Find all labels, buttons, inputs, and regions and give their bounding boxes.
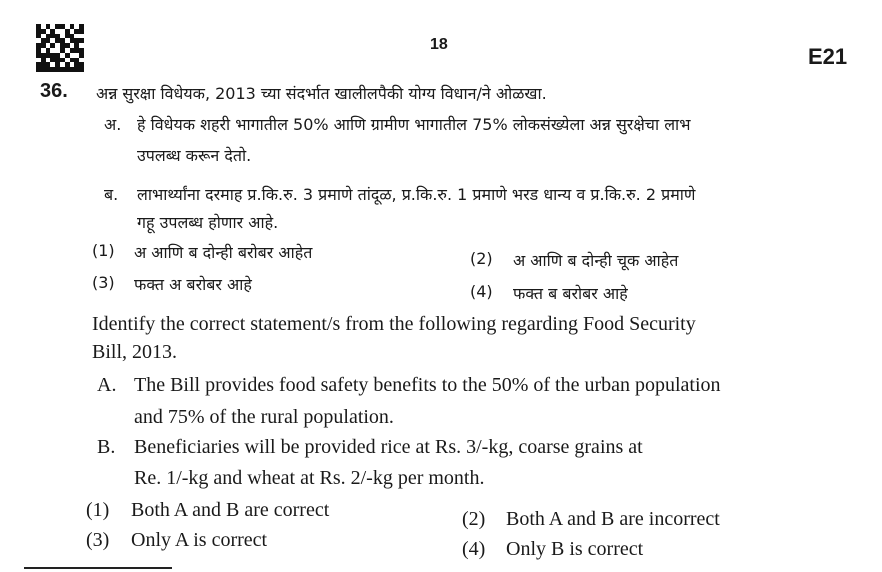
marathi-option-3-text: फक्त अ बरोबर आहे	[134, 275, 252, 294]
marathi-statement-b-label: ब.	[104, 185, 119, 204]
marathi-statement-a-line1: हे विधेयक शहरी भागातील 50% आणि ग्रामीण भागातील 75% लोकसंख्येला अन्न सुरक्षेचा लाभ	[137, 115, 691, 134]
english-statement-b-line2: Re. 1/-kg and wheat at Rs. 2/-kg per month.	[134, 467, 485, 489]
barcode-icon	[36, 24, 84, 72]
marathi-option-3-num: (3)	[92, 273, 115, 292]
marathi-option-4-text: फक्त ब बरोबर आहे	[513, 284, 628, 303]
english-statement-a-label: A.	[97, 374, 117, 396]
marathi-option-2-text: अ आणि ब दोन्ही चूक आहेत	[513, 251, 679, 270]
marathi-statement-b-line1: लाभार्थ्यांना दरमाह प्र.कि.रु. 3 प्रमाणे तांदूळ, प्र.कि.रु. 1 प्रमाणे भरड धान्य व प्र.कि.रु. 2 प्रमाणे	[137, 185, 696, 204]
english-statement-b-line1: Beneficiaries will be provided rice at Rs. 3/-kg, coarse grains at	[134, 436, 643, 458]
english-question-stem-line2: Bill, 2013.	[92, 341, 178, 363]
english-option-2-num: (2)	[462, 508, 486, 530]
english-statement-b-label: B.	[97, 436, 116, 458]
marathi-option-1-num: (1)	[92, 241, 115, 260]
footer-divider	[24, 567, 172, 569]
marathi-option-2-num: (2)	[470, 249, 493, 268]
english-statement-a-line2: and 75% of the rural population.	[134, 406, 394, 428]
english-question-stem-line1: Identify the correct statement/s from the following regarding Food Security	[92, 313, 696, 335]
marathi-option-1-text: अ आणि ब दोन्ही बरोबर आहेत	[134, 243, 313, 262]
english-option-1-text: Both A and B are correct	[131, 499, 330, 521]
english-option-3-num: (3)	[86, 529, 110, 551]
english-option-4-num: (4)	[462, 538, 486, 560]
marathi-question-stem: अन्न सुरक्षा विधेयक, 2013 च्या संदर्भात खालीलपैकी योग्य विधान/ने ओळखा.	[96, 84, 547, 103]
paper-code: E21	[808, 44, 848, 69]
english-option-4-text: Only B is correct	[506, 538, 644, 560]
question-number: 36.	[40, 80, 68, 102]
marathi-statement-a-line2: उपलब्ध करून देतो.	[137, 146, 252, 165]
english-option-2-text: Both A and B are incorrect	[506, 508, 720, 530]
marathi-statement-b-line2: गहू उपलब्ध होणार आहे.	[137, 213, 279, 232]
english-option-3-text: Only A is correct	[131, 529, 268, 551]
marathi-option-4-num: (4)	[470, 282, 493, 301]
english-statement-a-line1: The Bill provides food safety benefits to the 50% of the urban population	[134, 374, 721, 396]
marathi-statement-a-label: अ.	[104, 115, 122, 134]
page-number: 18	[430, 36, 448, 53]
english-option-1-num: (1)	[86, 499, 110, 521]
